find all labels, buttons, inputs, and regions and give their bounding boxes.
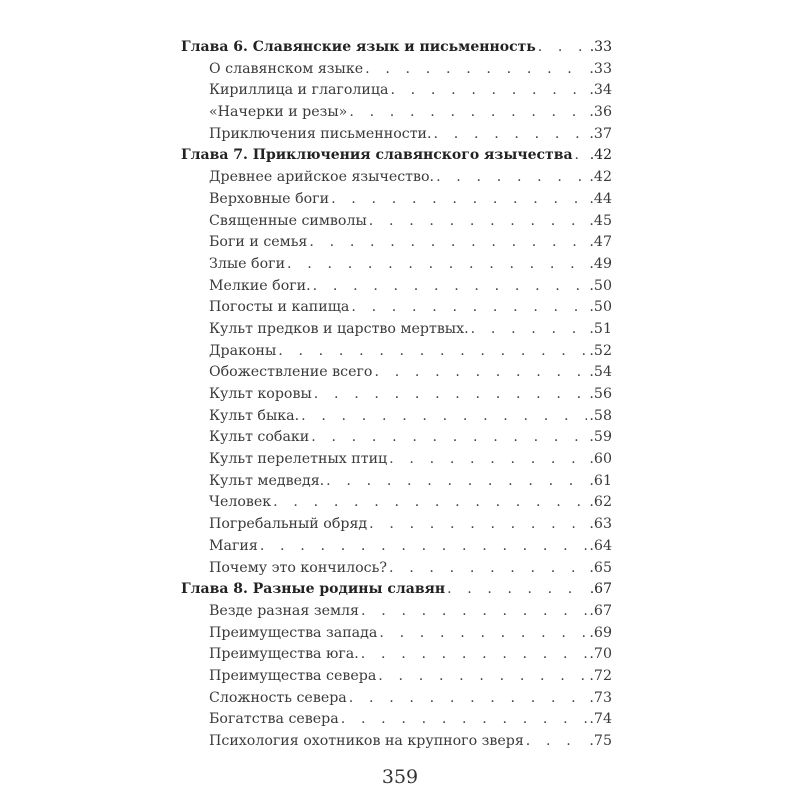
entry-title: Культ быка.	[209, 407, 300, 424]
entry-page: .72	[589, 667, 612, 684]
entry-page: .42	[589, 169, 612, 186]
toc-section-entry	[181, 558, 612, 580]
dot-leader	[538, 37, 588, 59]
entry-title: Драконы	[209, 342, 277, 359]
dot-leader	[273, 492, 587, 514]
dot-leader	[369, 211, 588, 233]
toc-section-entry	[181, 623, 612, 645]
dot-leader	[436, 167, 587, 189]
toc-section-entry	[181, 492, 612, 514]
dot-leader	[278, 341, 587, 363]
entry-page: .62	[589, 494, 612, 511]
toc-section-entry	[181, 514, 612, 536]
entry-page: .50	[589, 299, 612, 316]
toc-section-entry	[181, 406, 612, 428]
toc-section-entry	[181, 362, 612, 384]
dot-leader	[349, 102, 587, 124]
entry-page: .75	[589, 733, 612, 749]
entry-title: Преимущества юга.	[209, 646, 359, 663]
dot-leader	[341, 709, 588, 731]
dot-leader	[351, 297, 587, 319]
entry-title: Культ предков и царство мертвых.	[209, 320, 469, 337]
entry-title: Везде разная земля	[209, 602, 359, 619]
entry-title: Глава 6. Славянские язык и письменность	[181, 39, 536, 55]
entry-page: .45	[589, 212, 612, 229]
entry-title: Погосты и капища	[209, 299, 350, 316]
entry-page: .60	[589, 451, 612, 468]
toc-section-entry	[181, 232, 612, 254]
entry-page: .37	[589, 125, 612, 142]
toc-chapter-entry	[181, 145, 612, 167]
entry-title: Мелкие боги.	[209, 277, 311, 294]
entry-page: .44	[589, 190, 612, 207]
toc-section-entry	[181, 731, 612, 753]
dot-leader	[374, 362, 587, 384]
dot-leader	[365, 59, 587, 81]
entry-title: Человек	[209, 494, 272, 511]
toc-section-entry	[181, 80, 612, 102]
toc-section-entry	[181, 427, 612, 449]
toc-section-entry	[181, 709, 612, 731]
dot-leader	[311, 427, 587, 449]
entry-page: .54	[589, 364, 612, 381]
toc-section-entry	[181, 102, 612, 124]
dot-leader	[331, 189, 587, 211]
dot-leader	[378, 666, 587, 688]
entry-page: .51	[589, 320, 612, 337]
entry-title: Богатства севера	[209, 711, 339, 728]
toc-section-entry	[181, 449, 612, 471]
entry-page: .67	[589, 581, 612, 598]
entry-page: .36	[589, 104, 612, 121]
dot-leader	[309, 232, 587, 254]
entry-page: .58	[589, 407, 612, 424]
page-number: 359	[381, 766, 419, 788]
entry-title: Верховные боги	[209, 190, 330, 207]
toc-section-entry	[181, 189, 612, 211]
toc-chapter-entry	[181, 579, 612, 601]
toc-section-entry	[181, 644, 612, 666]
toc-section-entry	[181, 297, 612, 319]
dot-leader	[361, 644, 588, 666]
entry-page: .49	[589, 255, 612, 272]
toc-section-entry	[181, 167, 612, 189]
entry-title: Магия	[209, 537, 258, 554]
dot-leader	[260, 536, 588, 558]
entry-page: .33	[589, 39, 612, 55]
toc-section-entry	[181, 536, 612, 558]
toc-section-entry	[181, 666, 612, 688]
entry-title: Приключения письменности.	[209, 125, 432, 142]
toc-section-entry	[181, 601, 612, 623]
toc-section-entry	[181, 254, 612, 276]
entry-page: .63	[589, 516, 612, 533]
dot-leader	[361, 601, 587, 623]
toc-chapter-entry	[181, 37, 612, 59]
entry-title: Культ перелетных птиц	[209, 451, 388, 468]
entry-page: .61	[589, 472, 612, 489]
toc-section-entry	[181, 124, 612, 146]
entry-title: Погребальный обряд	[209, 516, 368, 533]
dot-leader	[314, 384, 588, 406]
entry-title: Древнее арийское язычество.	[209, 169, 435, 186]
table-of-contents	[181, 37, 612, 753]
entry-title: Преимущества запада	[209, 624, 378, 641]
entry-title: О славянском языке	[209, 60, 364, 77]
entry-title: Культ собаки	[209, 429, 310, 446]
dot-leader	[326, 471, 587, 493]
dot-leader	[379, 623, 587, 645]
dot-leader	[389, 558, 587, 580]
toc-section-entry	[181, 341, 612, 363]
toc-section-entry	[181, 688, 612, 710]
dot-leader	[575, 145, 588, 167]
dot-leader	[447, 579, 588, 601]
entry-page: .34	[589, 82, 612, 99]
entry-page: .59	[589, 429, 612, 446]
dot-leader	[390, 80, 587, 102]
dot-leader	[287, 254, 587, 276]
entry-title: Психология охотников на крупного зверя	[209, 733, 524, 749]
entry-title: Кириллица и глаголица	[209, 82, 389, 99]
toc-section-entry	[181, 276, 612, 298]
entry-page: .65	[589, 559, 612, 576]
dot-leader	[301, 406, 587, 428]
entry-page: .70	[589, 646, 612, 663]
entry-page: .73	[589, 689, 612, 706]
dot-leader	[349, 688, 588, 710]
entry-page: .64	[589, 537, 612, 554]
entry-title: Злые боги	[209, 255, 286, 272]
entry-page: .33	[589, 60, 612, 77]
dot-leader	[471, 319, 588, 341]
dot-leader	[313, 276, 588, 298]
entry-title: Глава 7. Приключения славянского язычества	[181, 147, 573, 164]
entry-title: Сложность севера	[209, 689, 347, 706]
toc-section-entry	[181, 211, 612, 233]
entry-title: Священные символы	[209, 212, 367, 229]
entry-title: Боги и семья	[209, 234, 308, 251]
entry-title: Обожествление всего	[209, 364, 373, 381]
entry-title: Преимущества севера	[209, 667, 377, 684]
entry-title: Глава 8. Разные родины славян	[181, 581, 446, 598]
dot-leader	[526, 731, 588, 753]
entry-page: .74	[589, 711, 612, 728]
entry-title: «Начерки и резы»	[209, 104, 348, 121]
entry-title: Культ медведя.	[209, 472, 325, 489]
toc-section-entry	[181, 384, 612, 406]
dot-leader	[369, 514, 587, 536]
entry-page: .69	[589, 624, 612, 641]
entry-page: .52	[589, 342, 612, 359]
entry-title: Почему это кончилось?	[209, 559, 387, 576]
entry-page: .50	[589, 277, 612, 294]
entry-title: Культ коровы	[209, 386, 312, 402]
toc-section-entry	[181, 59, 612, 81]
dot-leader	[434, 124, 588, 146]
entry-page: .67	[589, 602, 612, 619]
entry-page: .47	[589, 234, 612, 251]
toc-section-entry	[181, 319, 612, 341]
entry-page: .56	[589, 386, 612, 402]
dot-leader	[389, 449, 587, 471]
entry-page: .42	[589, 147, 612, 164]
toc-section-entry	[181, 471, 612, 493]
